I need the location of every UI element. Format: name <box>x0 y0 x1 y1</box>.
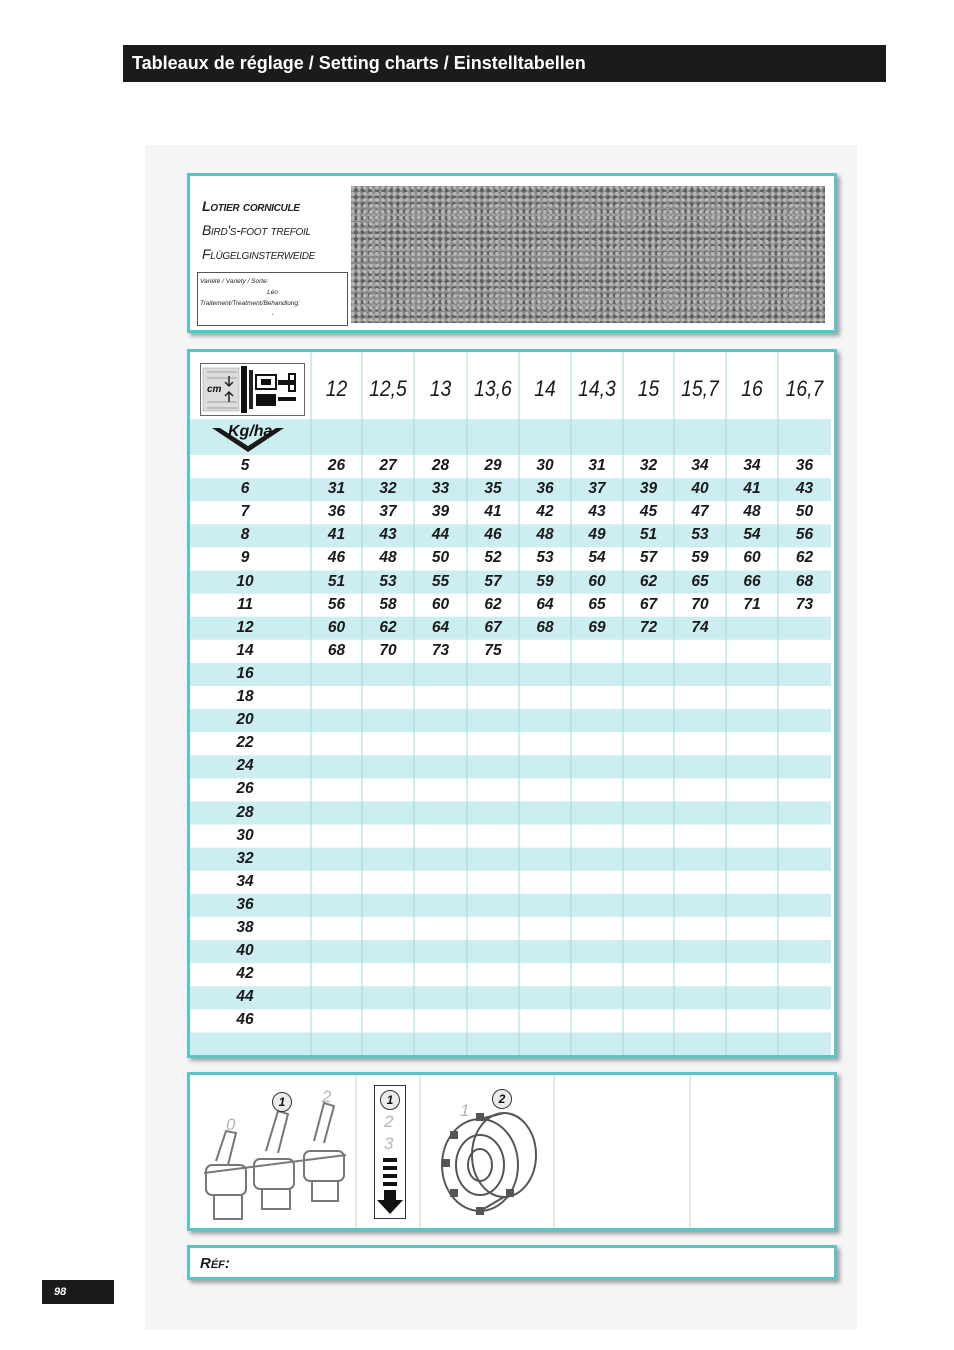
rate-label: 24 <box>236 757 254 775</box>
settings-panel <box>187 1072 837 1231</box>
table-cell: 45 <box>639 503 658 521</box>
rate-label: 8 <box>240 526 250 544</box>
table-row-stripe <box>190 848 831 871</box>
treatment-value: - <box>271 311 274 318</box>
table-row-stripe <box>190 1033 831 1056</box>
spacing-header-7: 15,7 <box>681 376 719 401</box>
table-cell: 56 <box>795 526 814 544</box>
table-cell: 43 <box>795 480 814 498</box>
table-cell: 54 <box>588 549 606 567</box>
shaft-selector <box>374 1085 406 1219</box>
table-row-stripe <box>190 940 831 963</box>
table-cell: 41 <box>484 503 502 521</box>
table-cell: 43 <box>379 526 397 544</box>
table-cell: 65 <box>588 595 606 613</box>
kgha-arrow <box>210 422 286 454</box>
spacing-header-6: 15 <box>637 376 660 401</box>
rate-label: 18 <box>236 688 254 705</box>
table-cell: 62 <box>484 595 502 613</box>
table-cell: 32 <box>379 480 397 498</box>
table-cell: 62 <box>795 549 814 567</box>
lever-selected-badge: 1 <box>272 1092 292 1112</box>
rate-label: 32 <box>236 849 254 867</box>
wheel-position-1: 1 <box>460 1101 470 1120</box>
table-cell: 36 <box>536 480 554 498</box>
rate-label: 42 <box>236 965 254 983</box>
spacing-header-3: 13,6 <box>474 376 512 401</box>
reference-panel <box>187 1245 837 1280</box>
table-row-stripe <box>190 663 831 686</box>
setting-table <box>187 349 837 1058</box>
rate-label: 10 <box>236 572 254 590</box>
table-cell: 66 <box>743 572 761 590</box>
table-cell: 68 <box>536 618 554 636</box>
rate-label: 6 <box>240 480 250 498</box>
reference-label: Réf: <box>200 1255 230 1272</box>
table-cell: 60 <box>327 618 346 636</box>
gear-wheel-illustration <box>430 1093 548 1221</box>
shaft-position-2: 2 <box>384 1112 394 1131</box>
spacing-header-5: 14,3 <box>578 376 616 401</box>
table-cell: 64 <box>431 618 450 636</box>
species-name-de: Flügelginsterweide <box>202 246 315 262</box>
rate-label: 46 <box>236 1011 254 1029</box>
table-cell: 50 <box>795 503 814 521</box>
rate-label: 26 <box>236 780 254 798</box>
table-cell: 69 <box>588 618 606 636</box>
table-row-stripe <box>190 986 831 1009</box>
rate-label: 7 <box>240 503 250 521</box>
variety-value: Léo <box>267 289 278 296</box>
lever-position-2: 2 <box>322 1087 332 1106</box>
table-cell: 50 <box>431 549 450 567</box>
icon-cm-label: cm <box>207 384 222 395</box>
rate-label: 36 <box>236 895 254 913</box>
row-spacing-icon <box>200 363 305 416</box>
table-cell: 68 <box>795 572 814 590</box>
table-cell: 57 <box>639 549 658 567</box>
table-cell: 31 <box>327 480 346 498</box>
table-cell: 73 <box>795 595 814 613</box>
table-cell: 29 <box>484 457 502 474</box>
down-arrow-icon <box>375 1156 405 1222</box>
table-cell: 47 <box>691 503 709 521</box>
rate-label: 16 <box>236 664 254 682</box>
table-cell: 51 <box>327 572 346 590</box>
table-cell: 68 <box>327 641 346 659</box>
table-cell: 28 <box>431 457 450 474</box>
table-cell: 58 <box>379 595 397 613</box>
table-cell: 59 <box>691 549 709 567</box>
table-cell: 42 <box>536 503 554 521</box>
table-row-stripe <box>190 755 831 778</box>
table-cell: 27 <box>379 457 397 474</box>
rate-label: 38 <box>236 919 254 936</box>
table-cell: 46 <box>327 549 346 567</box>
table-cell: 39 <box>431 503 450 521</box>
table-cell: 44 <box>431 526 450 544</box>
table-cell: 48 <box>743 503 761 521</box>
species-panel <box>187 173 837 333</box>
table-cell: 53 <box>691 526 709 544</box>
spacing-header-9: 16,7 <box>785 376 824 401</box>
shaft-position-3: 3 <box>384 1134 394 1153</box>
table-cell: 60 <box>743 549 761 567</box>
table-cell: 41 <box>743 480 761 498</box>
spacing-header-0: 12 <box>325 376 348 401</box>
rate-label: 40 <box>236 942 254 960</box>
lever-position-0: 0 <box>226 1115 236 1134</box>
table-cell: 71 <box>743 595 761 613</box>
shaft-selected-badge: 1 <box>380 1090 400 1110</box>
table-cell: 75 <box>484 641 502 659</box>
wheel-selected-badge: 2 <box>492 1089 512 1109</box>
table-cell: 32 <box>639 457 658 474</box>
rate-label: 12 <box>236 618 254 636</box>
variety-label: Variété / Variety / Sorte: <box>200 278 269 285</box>
table-cell: 36 <box>795 457 814 474</box>
table-cell: 74 <box>691 618 709 636</box>
table-cell: 43 <box>588 503 606 521</box>
table-cell: 49 <box>588 526 606 544</box>
table-cell: 39 <box>639 480 658 498</box>
table-row-stripe <box>190 802 831 825</box>
table-cell: 34 <box>743 457 761 474</box>
table-cell: 37 <box>588 480 606 498</box>
page-title: Tableaux de réglage / Setting charts / Einstelltabellen <box>132 53 586 73</box>
table-cell: 41 <box>327 526 346 544</box>
table-cell: 40 <box>691 480 709 498</box>
variety-box <box>197 272 348 326</box>
table-cell: 55 <box>431 572 450 590</box>
page-header <box>123 45 886 82</box>
table-cell: 53 <box>536 549 554 567</box>
table-cell: 46 <box>484 526 502 544</box>
table-cell: 51 <box>639 526 658 544</box>
rate-label: 22 <box>236 734 254 752</box>
page-number: 98 <box>42 1280 114 1304</box>
table-cell: 60 <box>588 572 606 590</box>
table-cell: 48 <box>536 526 554 544</box>
table-cell: 70 <box>691 595 709 613</box>
kgha-label: Kg/ha <box>228 423 273 440</box>
table-row-stripe <box>190 709 831 732</box>
species-name-en: Bird's-foot trefoil <box>202 222 311 238</box>
table-cell: 26 <box>327 457 346 474</box>
table-cell: 67 <box>639 595 658 613</box>
table-cell: 36 <box>327 503 346 521</box>
table-cell: 35 <box>484 480 502 498</box>
rate-label: 44 <box>236 988 254 1006</box>
rate-label: 30 <box>236 826 254 844</box>
table-cell: 37 <box>379 503 397 521</box>
rate-label: 11 <box>236 595 254 613</box>
table-cell: 73 <box>431 641 450 659</box>
spacing-header-4: 14 <box>534 376 556 401</box>
table-cell: 31 <box>588 457 606 474</box>
rate-label: 14 <box>236 641 254 659</box>
table-cell: 33 <box>431 480 450 498</box>
spacing-header-8: 16 <box>741 376 763 401</box>
table-cell: 72 <box>639 618 658 636</box>
table-cell: 52 <box>484 549 502 567</box>
treatment-label: Traitement/Treatment/Behandlung: <box>200 300 300 307</box>
table-cell: 62 <box>639 572 658 590</box>
spacing-header-1: 12,5 <box>369 376 407 401</box>
table-cell: 34 <box>691 457 709 474</box>
rate-label: 5 <box>240 457 250 474</box>
rate-label: 9 <box>240 549 250 567</box>
table-cell: 54 <box>743 526 761 544</box>
table-cell: 57 <box>484 572 502 590</box>
table-cell: 62 <box>379 618 397 636</box>
species-names <box>202 194 352 266</box>
table-cell: 30 <box>536 457 554 474</box>
table-cell: 65 <box>691 572 709 590</box>
table-cell: 67 <box>484 618 502 636</box>
spacing-header-2: 13 <box>429 376 452 401</box>
table-cell: 60 <box>431 595 450 613</box>
unit-label-band <box>190 419 831 455</box>
species-name-fr: Lotier cornicule <box>202 198 300 214</box>
table-cell: 48 <box>379 549 397 567</box>
table-cell: 59 <box>536 572 554 590</box>
table-cell: 70 <box>379 641 397 659</box>
rate-label: 28 <box>236 803 254 821</box>
table-cell: 64 <box>536 595 554 613</box>
table-cell: 53 <box>379 572 397 590</box>
table-row-stripe <box>190 894 831 917</box>
seed-photo <box>351 186 825 323</box>
rate-label: 34 <box>236 872 254 890</box>
rate-label: 20 <box>236 711 254 729</box>
table-cell: 56 <box>327 595 346 613</box>
